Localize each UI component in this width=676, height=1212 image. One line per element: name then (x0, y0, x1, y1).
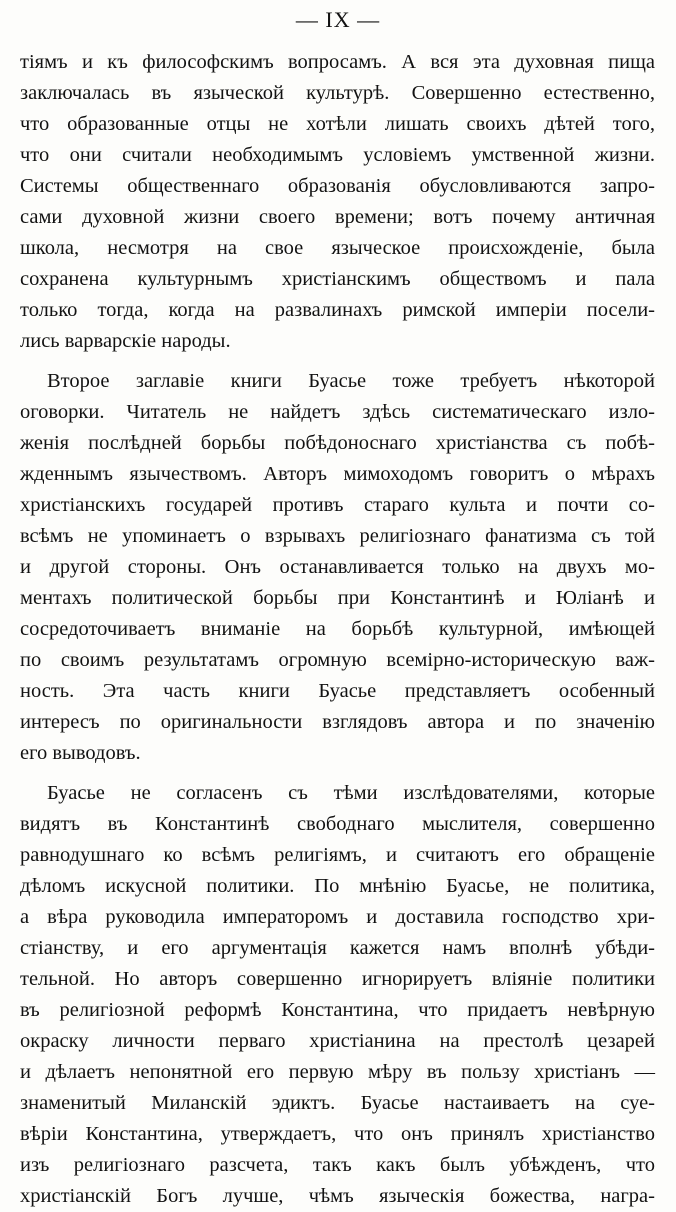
text-line: всѣмъ не упоминаетъ о взрывахъ религіознаго фанатизма съ той (20, 525, 655, 547)
text-line: интересъ по оригинальности взглядовъ автора и по значенію (20, 711, 655, 733)
text-line: сами духовной жизни своего времени; вотъ почему античная (20, 206, 655, 228)
text-line: тіямъ и къ философскимъ вопросамъ. А вся эта духовная пища (20, 51, 655, 73)
page-number: — IX — (295, 7, 381, 32)
text-line: ментахъ политической борьбы при Константинѣ и Юліанѣ и (20, 587, 655, 609)
text-line: и другой стороны. Онъ останавливается только на двухъ мо- (20, 556, 655, 578)
text-line: изъ религіознаго разсчета, такъ какъ былъ убѣжденъ, что (20, 1154, 655, 1176)
text-line: Буасье не согласенъ съ тѣми изслѣдователями, которые (47, 782, 655, 804)
text-line: сосредоточиваетъ вниманіе на борьбѣ культурной, имѣющей (20, 618, 655, 640)
text-line: по своимъ результатамъ огромную всемірно-историческую важ- (20, 649, 655, 671)
text-line: женія послѣдней борьбы побѣдоноснаго христіанства съ побѣ- (20, 432, 655, 454)
paragraph (20, 778, 655, 1212)
text-line: его выводовъ. (20, 742, 141, 764)
text-line: ность. Эта часть книги Буасье представляетъ особенный (20, 680, 655, 702)
text-line: христіанскихъ государей противъ стараго культа и почти со- (20, 494, 655, 516)
text-line: сохранена культурнымъ христіанскимъ обществомъ и пала (20, 268, 655, 290)
text-line: а вѣра руководила императоромъ и доставила господство хри- (20, 906, 655, 928)
text-line: тельной. Но авторъ совершенно игнорируетъ вліяніе политики (20, 968, 655, 990)
text-line: дѣломъ искусной политики. По мнѣнію Буасье, не политика, (20, 875, 655, 897)
text-line: школа, несмотря на свое языческое происхожденіе, была (20, 237, 655, 259)
text-line: что они считали необходимымъ условіемъ умственной жизни. (20, 144, 655, 166)
paragraph-gap (20, 769, 655, 778)
text-line: Второе заглавіе книги Буасье тоже требуетъ нѣкоторой (47, 370, 655, 392)
text-line: христіанскій Богъ лучше, чѣмъ языческія божества, награ- (20, 1185, 655, 1207)
text-line: и дѣлаетъ непонятной его первую мѣру въ пользу христіанъ — (20, 1061, 655, 1083)
text-line: оговорки. Читатель не найдетъ здѣсь систематическаго изло- (20, 401, 655, 423)
paragraph (20, 366, 655, 769)
text-line: лись варварскіе народы. (20, 330, 231, 352)
text-line: равнодушнаго ко всѣмъ религіямъ, и считаютъ его обращеніе (20, 844, 655, 866)
text-line: Системы общественнаго образованія обусловливаются запро- (20, 175, 655, 197)
text-line: въ религіозной реформѣ Константина, что придаетъ невѣрную (20, 999, 655, 1021)
text-line: видятъ въ Константинѣ свободнаго мыслителя, совершенно (20, 813, 655, 835)
body-text (20, 47, 655, 1212)
text-line: стіанству, и его аргументація кажется намъ вполнѣ убѣди- (20, 937, 655, 959)
paragraph (20, 47, 655, 357)
text-line: жденнымъ язычествомъ. Авторъ мимоходомъ говоритъ о мѣрахъ (20, 463, 655, 485)
paragraph-gap (20, 357, 655, 366)
text-line: вѣріи Константина, утверждаетъ, что онъ принялъ христіанство (20, 1123, 655, 1145)
text-line: окраску личности перваго христіанина на престолѣ цезарей (20, 1030, 655, 1052)
text-line: что образованные отцы не хотѣли лишать своихъ дѣтей того, (20, 113, 655, 135)
text-line: знаменитый Миланскій эдиктъ. Буасье настаиваетъ на суе- (20, 1092, 655, 1114)
text-line: только тогда, когда на развалинахъ римской имперіи посели- (20, 299, 655, 321)
text-line: заключалась въ языческой культурѣ. Совершенно естественно, (20, 82, 655, 104)
